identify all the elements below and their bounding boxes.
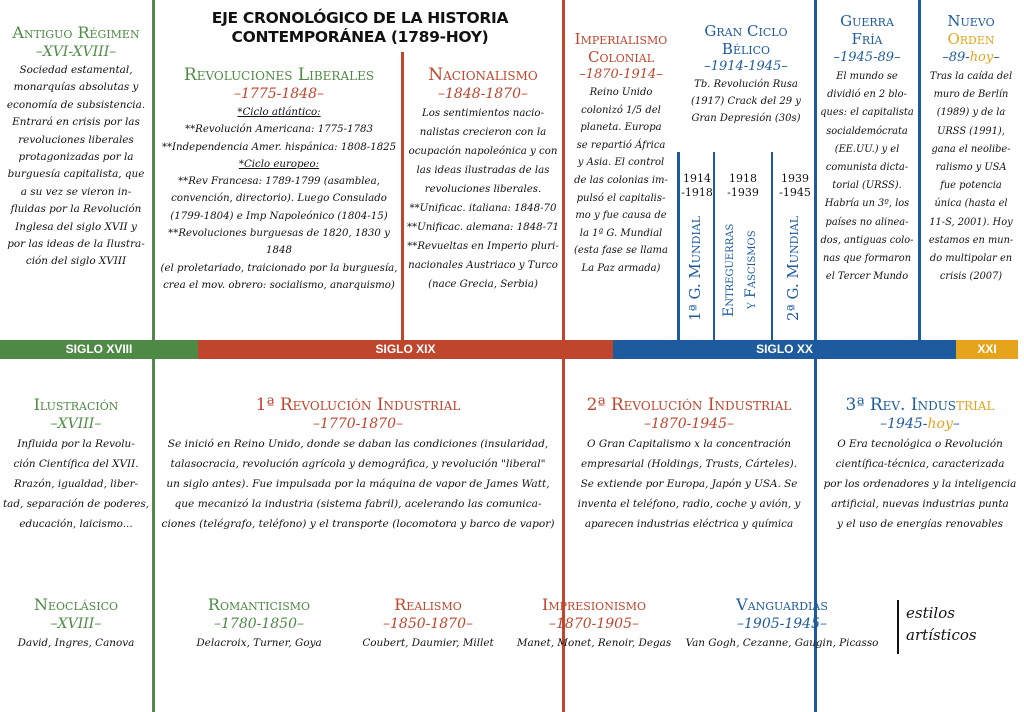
nuevo-orden-block	[921, 12, 1021, 286]
revoluciones-liberales-title: Revoluciones Liberales	[183, 65, 375, 85]
revolucion-industrial-3-text: O Era tecnológica o Revolución científica-técnica, caracterizada por los ordenadores y la inteligencia artificial, nuevas industrias punta y el uso de energías renovables	[823, 438, 1017, 530]
style-dates: –1870-1905–	[549, 616, 639, 632]
estilos-label-divider	[897, 600, 899, 654]
guerra-fria-dates: –1945-89–	[833, 50, 901, 65]
estilos-label: estilos artísticos	[906, 604, 977, 644]
ww2-label: 2ª G. Mundial	[784, 215, 802, 321]
style-artists: Van Gogh, Cezanne, Gaugin, Picasso	[685, 637, 879, 649]
revoluciones-liberales-text: *Ciclo atlántico: **Revolución Americana: 1775-1783 **Independencia Amer. hispánica: 1808-1825 *Ciclo europeo: **Rev Francesa: 1789-1799 (asamblea, convención, directorio). Luego Consulado (1799-1804) e Imp Napoleónico (1804-15) **Revoluciones burguesas de 1820, 1830 y 1848 (el proletariado, traicionado por la burguesía, crea el mov. obrero: socialismo, anarquismo)	[160, 107, 398, 291]
style-title: Romanticismo	[207, 595, 311, 614]
imperialismo-title: Imperialismo Colonial	[574, 30, 668, 66]
nacionalismo-text: Los sentimientos nacio- nalistas crecieron con la ocupación napoleónica y con las ideas ilustradas de las revoluciones liberales. **Unificac. italiana: 1848-70 **Unificac. alemana: 1848-71 **Revueltas en Imperio pluri- nacionales Austriaco y Turco (nace Grecia, Serbia)	[406, 108, 560, 290]
style-title: Impresionismo	[542, 595, 646, 614]
nacionalismo-block	[405, 66, 561, 294]
revoluciones-liberales-block	[157, 66, 401, 294]
revolucion-industrial-1-block	[157, 396, 559, 534]
style-artists: Delacroix, Turner, Goya	[196, 637, 322, 649]
nuevo-orden-dates: –89-hoy–	[942, 50, 1000, 65]
imperialismo-text: Reino Unido colonizó 1/5 del planeta. Europa se repartió África y Asia. El control de las colonias im- pulsó el capitalis- mo y fue causa de la 1ª G. Mundial (esta fase se llama La Paz armada)	[573, 87, 669, 274]
revolucion-industrial-2-block	[566, 396, 812, 534]
style-romanticismo	[180, 596, 338, 652]
revolucion-industrial-3-block	[818, 396, 1022, 534]
gran-ciclo-title: Gran Ciclo Bélico	[704, 22, 788, 58]
century-bar-xx: SIGLO XX	[613, 340, 956, 359]
divider-blue-3	[771, 152, 773, 342]
style-neoclasico	[2, 596, 150, 652]
revolucion-industrial-1-text: Se inició en Reino Unido, donde se daban las condiciones (insularidad, talasocracia, revolución agrícola y demográfica, y revolución "liberal" un siglo antes). Fue impulsada por la máquina de vapor de James Watt, que mecanizó la industria (sistema fabril), acelerando las comunica- ciones (telégrafo, teléfono) y el transporte (locomotora y barco de vapor)	[161, 438, 555, 530]
century-bar-xxi: XXI	[956, 340, 1018, 359]
entreguerras-label: Entreguerras y Fascismos	[721, 223, 759, 317]
imperialismo-block	[566, 30, 676, 278]
revoluciones-liberales-dates: –1775-1848–	[234, 86, 324, 102]
gran-ciclo-text: Tb. Revolución Rusa (1917) Crack del 29 y Gran Depresión (30s)	[691, 79, 801, 124]
revolucion-industrial-2-dates: –1870-1945–	[644, 416, 734, 432]
style-dates: –1780-1850–	[214, 616, 304, 632]
guerra-fria-title: Guerra Fría	[840, 12, 894, 48]
antiguo-regimen-block	[2, 24, 150, 271]
nuevo-orden-text: Tras la caída del muro de Berlín (1989) y de la URSS (1991), gana el neolibe- ralismo y USA fue potencia única (hasta el 11-S, 2001). Hoy estamos en mun- do multipolar en crisis (2007)	[928, 71, 1014, 283]
century-bar-xviii: SIGLO XVIII	[0, 340, 198, 359]
ww1-label: 1ª G. Mundial	[686, 215, 704, 321]
gran-ciclo-block	[678, 22, 814, 127]
ww2-years: 1939 -1945	[779, 172, 811, 199]
divider-blue-2	[713, 152, 715, 342]
century-bar-xix: SIGLO XIX	[198, 340, 613, 359]
nuevo-orden-title: Nuevo Orden	[947, 12, 995, 48]
revolucion-industrial-3-dates: –1945-hoy–	[880, 416, 960, 432]
style-title: Vanguardias	[736, 595, 828, 614]
title-line-2: CONTEMPORÁNEA (1789-HOY)	[231, 28, 489, 46]
nacionalismo-dates: –1848-1870–	[438, 86, 528, 102]
page-title	[200, 9, 520, 47]
ww1-years: 1914 -1918	[681, 172, 713, 199]
nacionalismo-title: Nacionalismo	[428, 65, 538, 85]
style-vanguardias	[682, 596, 882, 652]
antiguo-regimen-text: Sociedad estamental, monarquías absolutas y economía de subsistencia. Entrará en crisis por las revoluciones liberales protagonizadas por la burguesía capitalista, que a su vez se vieron in- fluidas por la Revolución Inglesa del siglo XVII y por las ideas de la Ilustra- ción del siglo XVIII	[6, 64, 146, 268]
ilustracion-dates: –XVIII–	[50, 416, 102, 432]
style-dates: –1905-1945–	[737, 616, 827, 632]
entreguerras-years: 1918 -1939	[727, 172, 759, 199]
style-dates: –1850-1870–	[383, 616, 473, 632]
revolucion-industrial-1-title: 1ª Revolución Industrial	[255, 395, 461, 415]
divider-red-1	[401, 52, 404, 342]
revolucion-industrial-1-dates: –1770-1870–	[313, 416, 403, 432]
style-artists: Coubert, Daumier, Millet	[362, 637, 494, 649]
style-realismo	[350, 596, 506, 652]
divider-blue-1	[677, 152, 680, 342]
style-artists: Manet, Monet, Renoir, Degas	[516, 637, 672, 649]
antiguo-regimen-title: Antiguo Régimen	[12, 23, 140, 42]
style-dates: –XVIII–	[50, 616, 102, 632]
ilustracion-block	[2, 396, 150, 534]
title-line-1: EJE CRONOLÓGICO DE LA HISTORIA	[211, 9, 509, 27]
style-impresionismo	[508, 596, 680, 652]
guerra-fria-text: El mundo se dividió en 2 blo- ques: el capitalista socialdemócrata (EE.UU.) y el comunista dicta- torial (URSS). Habría un 3º, los países no alinea- dos, antiguas colo- nas que formaron el Tercer Mundo	[820, 71, 914, 283]
style-artists: David, Ingres, Canova	[17, 637, 135, 649]
antiguo-regimen-dates: –XVI-XVIII–	[35, 44, 117, 60]
guerra-fria-block	[817, 12, 917, 286]
style-title: Neoclásico	[33, 595, 119, 614]
revolucion-industrial-3-title: 3ª Rev. Industrial	[845, 395, 995, 415]
revolucion-industrial-2-text: O Gran Capitalismo x la concentración empresarial (Holdings, Trusts, Cárteles). Se extiende por Europa, Japón y USA. Se inventa el teléfono, radio, coche y avión, y aparecen industrias eléctrica y química	[577, 438, 801, 530]
revolucion-industrial-2-title: 2ª Revolución Industrial	[586, 395, 792, 415]
ilustracion-text: Influida por la Revolu- ción Científica del XVII. Rrazón, igualdad, liber- tad, separación de poderes, educación, laicismo...	[2, 438, 150, 530]
imperialismo-dates: –1870-1914–	[579, 67, 663, 82]
gran-ciclo-dates: –1914-1945–	[704, 59, 788, 74]
style-title: Realismo	[394, 595, 462, 614]
ilustracion-title: Ilustración	[33, 395, 119, 414]
